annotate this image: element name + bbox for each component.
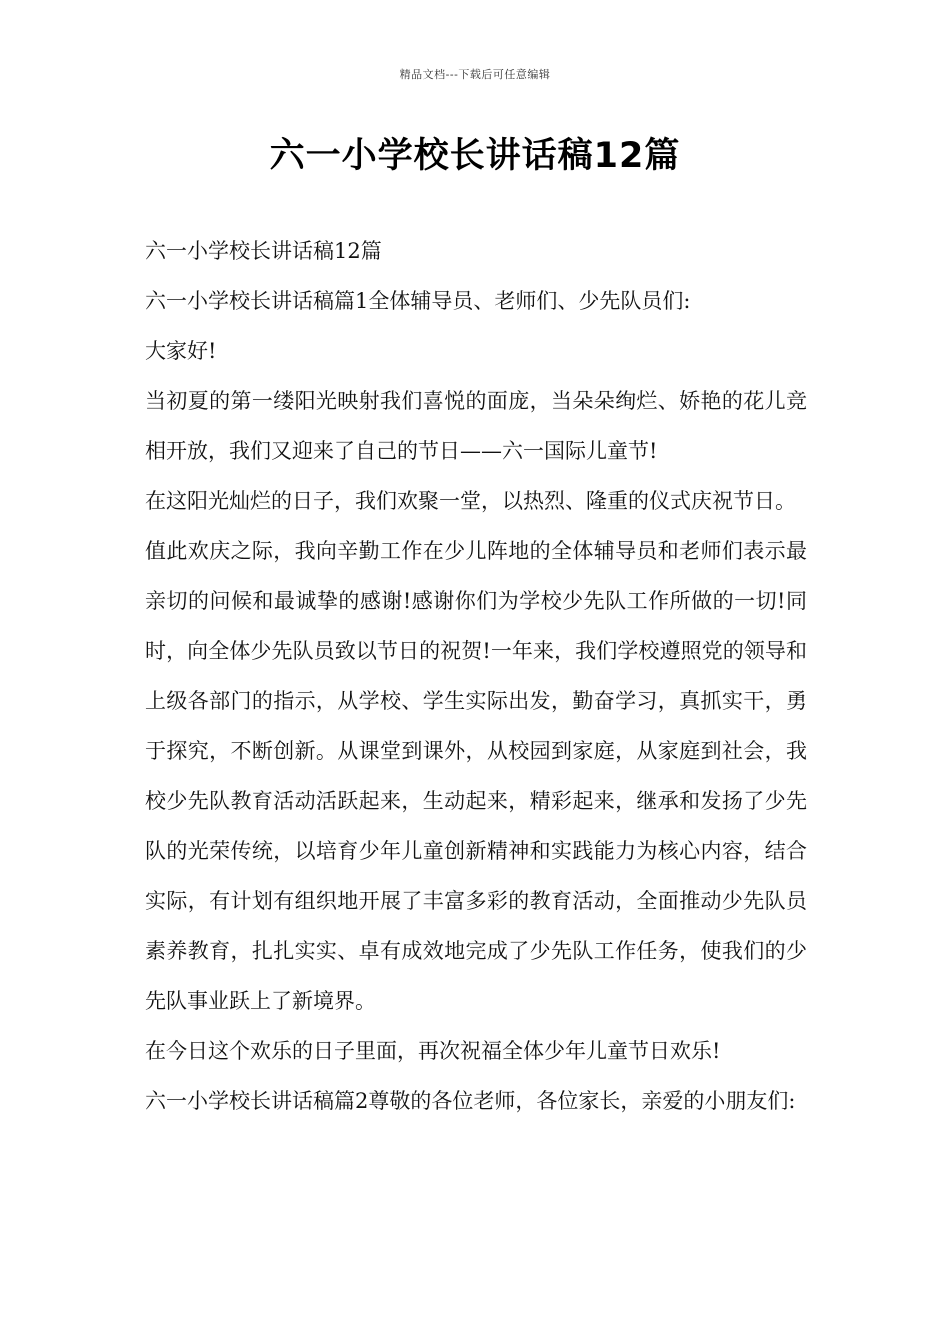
paragraph: 在今日这个欢乐的日子里面，再次祝福全体少年儿童节日欢乐! (145, 1039, 721, 1063)
paragraph: 当初夏的第一缕阳光映射我们喜悦的面庞，当朵朵绚烂、娇艳的花儿竞相开放，我们又迎来了自己的节日——六一国际儿童节! (145, 389, 807, 463)
paragraph: 值此欢庆之际，我向辛勤工作在少儿阵地的全体辅导员和老师们表示最亲切的问候和最诚挚的感谢!感谢你们为学校少先队工作所做的一切!同时，向全体少先队员致以节日的祝贺!一年来，我们学校遵照党的领导和上级各部门的指示，从学校、学生实际出发，勤奋学习，真抓实干，勇于探究，不断创新。从课堂到课外，从校园到家庭，从家庭到社会，我校少先队教育活动活跃起来，生动起来，精彩起来，继承和发扬了少先队的光荣传统，以培育少年儿童创新精神和实践能力为核心内容，结合实际，有计划有组织地开展了丰富多彩的教育活动，全面推动少先队员素养教育，扎扎实实、卓有成效地完成了少先队工作任务，使我们的少先队事业跃上了新境界。 (145, 539, 807, 1013)
paragraph: 大家好! (145, 339, 217, 363)
paragraph: 六一小学校长讲话稿篇2尊敬的各位老师，各位家长，亲爱的小朋友们: (145, 1089, 796, 1113)
page-header: 精品文档---下载后可任意编辑 (399, 68, 551, 81)
paragraph: 六一小学校长讲话稿篇1全体辅导员、老师们、少先队员们: (145, 289, 691, 313)
document-body (145, 226, 807, 1126)
document-title: 六一小学校长讲话稿12篇 (269, 136, 681, 176)
paragraph: 六一小学校长讲话稿12篇 (145, 239, 382, 263)
paragraph: 在这阳光灿烂的日子，我们欢聚一堂，以热烈、隆重的仪式庆祝节日。 (145, 489, 796, 513)
